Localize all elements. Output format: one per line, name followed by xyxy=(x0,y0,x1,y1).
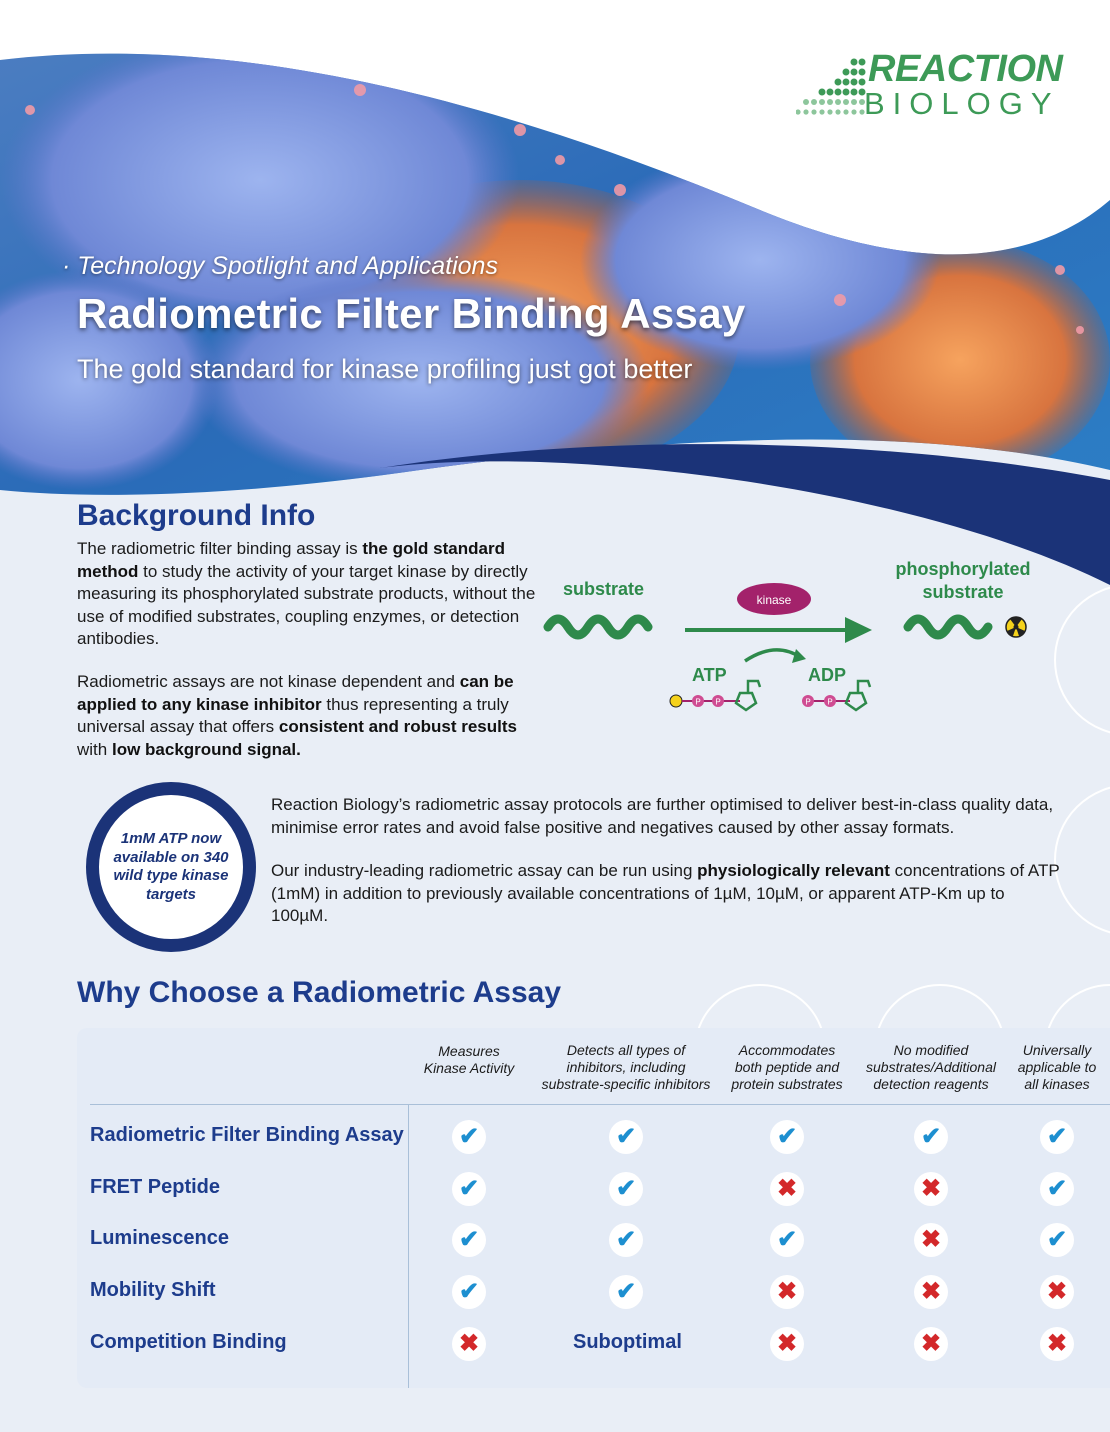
row-label: Luminescence xyxy=(90,1227,229,1249)
text-run: Our industry-leading radiometric assay can be run using xyxy=(271,861,698,880)
check-mark: ✔ xyxy=(776,1226,798,1253)
check-mark: ✔ xyxy=(458,1175,480,1202)
column-header-line: Accommodates xyxy=(738,1042,836,1058)
text-run: thus representing a truly universal assay that offers xyxy=(77,694,509,736)
protocols-paragraph-2 xyxy=(271,860,1061,928)
column-header-line: substrates/Additional xyxy=(866,1059,996,1075)
substrate-label: substrate xyxy=(563,579,645,599)
check-icon xyxy=(452,1120,486,1154)
check-icon xyxy=(770,1120,804,1154)
bold-run: the gold standard method xyxy=(77,539,505,581)
row-label: FRET Peptide xyxy=(90,1176,221,1198)
atp-to-adp-arrow xyxy=(745,650,800,661)
check-icon xyxy=(1040,1172,1074,1206)
cross-mark: ✖ xyxy=(920,1175,942,1202)
check-mark: ✔ xyxy=(1046,1175,1068,1202)
table-header-divider xyxy=(90,1104,1110,1105)
check-mark: ✔ xyxy=(615,1278,637,1305)
page-title: Radiometric Filter Binding Assay xyxy=(77,290,746,337)
check-mark: ✔ xyxy=(1046,1226,1068,1253)
check-icon xyxy=(770,1223,804,1257)
cross-icon xyxy=(1040,1327,1074,1361)
bold-run: consistent and robust results xyxy=(278,717,517,736)
hero-kicker-text: Technology Spotlight and Applications xyxy=(77,252,498,280)
column-header xyxy=(856,1042,1006,1093)
check-mark: ✔ xyxy=(615,1175,637,1202)
check-mark: ✔ xyxy=(615,1226,637,1253)
table-label-divider xyxy=(408,1104,409,1388)
check-mark: ✔ xyxy=(458,1278,480,1305)
kinase-reaction-diagram xyxy=(540,555,1040,725)
row-label: Radiometric Filter Binding Assay xyxy=(90,1124,404,1146)
cross-mark: ✖ xyxy=(776,1175,798,1202)
phosphate-label: P xyxy=(695,697,701,707)
logo-dots-icon xyxy=(796,56,866,118)
column-header-line: all kinases xyxy=(1024,1076,1090,1092)
check-icon xyxy=(609,1275,643,1309)
check-icon xyxy=(1040,1223,1074,1257)
cross-mark: ✖ xyxy=(920,1226,942,1253)
check-icon xyxy=(609,1120,643,1154)
protocols-paragraph-1: Reaction Biology’s radiometric assay protocols are further optimised to deliver best-in-class quality data, minimise error rates and avoid false positive and negatives caused by other assay formats. xyxy=(271,795,1054,837)
cross-icon xyxy=(914,1172,948,1206)
cross-mark: ✖ xyxy=(1046,1278,1068,1305)
hero-kicker: · Technology Spotlight and Applications xyxy=(62,252,498,280)
bold-run: low background signal. xyxy=(111,739,301,759)
adp-molecule-icon xyxy=(802,681,870,710)
check-icon xyxy=(914,1120,948,1154)
column-header-line: protein substrates xyxy=(731,1076,843,1092)
cross-icon xyxy=(452,1327,486,1361)
check-mark: ✔ xyxy=(920,1123,942,1150)
text-run: Radiometric assays are not kinase dependent and xyxy=(77,672,460,691)
cross-icon xyxy=(770,1275,804,1309)
check-mark: ✔ xyxy=(1046,1123,1068,1150)
check-icon xyxy=(609,1172,643,1206)
row-label: Mobility Shift xyxy=(90,1279,216,1301)
cross-icon xyxy=(914,1275,948,1309)
cross-icon xyxy=(914,1327,948,1361)
column-header-line: substrate-specific inhibitors xyxy=(541,1076,711,1092)
column-header-line: Universally xyxy=(1022,1042,1092,1058)
cross-mark: ✖ xyxy=(920,1278,942,1305)
product-label-line1: phosphorylated xyxy=(895,559,1031,579)
logo-text-biology: BIOLOGY xyxy=(864,86,1060,121)
bold-run: physiologically relevant xyxy=(697,861,890,880)
check-mark: ✔ xyxy=(776,1123,798,1150)
column-header-line: Measures xyxy=(438,1043,500,1059)
cross-mark: ✖ xyxy=(776,1278,798,1305)
column-header xyxy=(404,1043,534,1077)
check-mark: ✔ xyxy=(615,1123,637,1150)
atp-availability-badge xyxy=(86,782,256,952)
background-heading: Background Info xyxy=(77,499,316,532)
check-icon xyxy=(609,1223,643,1257)
check-icon xyxy=(452,1223,486,1257)
background-paragraph-2 xyxy=(77,671,522,761)
atp-molecule-icon xyxy=(670,681,760,710)
cross-icon xyxy=(914,1223,948,1257)
cross-icon xyxy=(770,1327,804,1361)
background-paragraph-1 xyxy=(77,538,537,651)
comparison-heading: Why Choose a Radiometric Assay xyxy=(77,976,562,1009)
reaction-arrowhead-icon xyxy=(845,617,872,643)
suboptimal-text: Suboptimal xyxy=(573,1331,682,1353)
column-header-line: No modified xyxy=(893,1042,969,1058)
kinase-label: kinase xyxy=(756,593,792,607)
column-header-line: applicable to xyxy=(1017,1059,1097,1075)
cross-mark: ✖ xyxy=(776,1330,798,1357)
column-header xyxy=(1007,1042,1107,1093)
cross-mark: ✖ xyxy=(1046,1330,1068,1357)
check-icon xyxy=(1040,1120,1074,1154)
cross-mark: ✖ xyxy=(920,1330,942,1357)
phosphate-label: P xyxy=(827,697,833,707)
product-label-line2: substrate xyxy=(922,582,1004,602)
reaction-biology-logo xyxy=(796,48,1066,128)
phosphate-label: P xyxy=(805,697,811,707)
column-header-line: Kinase Activity xyxy=(423,1060,515,1076)
adp-label: ADP xyxy=(808,665,847,685)
bold-run: can be applied to any kinase inhibitor xyxy=(77,672,514,714)
column-header xyxy=(536,1042,716,1093)
text-run: with xyxy=(77,739,112,759)
check-mark: ✔ xyxy=(458,1226,480,1253)
substrate-helix-icon xyxy=(548,619,648,635)
cross-icon xyxy=(770,1172,804,1206)
column-header-line: Detects all types of xyxy=(566,1042,686,1058)
text-run: The radiometric filter binding assay is xyxy=(77,539,363,558)
product-helix-icon xyxy=(908,619,988,635)
column-header-line: both peptide and xyxy=(734,1059,840,1075)
column-header-line: inhibitors, including xyxy=(566,1059,686,1075)
badge-text: 1mM ATP now available on 340 wild type kinase targets xyxy=(113,830,229,903)
column-header xyxy=(722,1042,852,1093)
row-label: Competition Binding xyxy=(90,1331,287,1353)
check-icon xyxy=(452,1275,486,1309)
logo-text-reaction: REACTION xyxy=(868,48,1063,90)
cross-icon xyxy=(1040,1275,1074,1309)
text-run: concentrations of ATP (1mM) in addition to previously available concentrations of 1µM, 10µM, or apparent ATP-Km up to 100µM. xyxy=(271,861,1060,925)
check-icon xyxy=(452,1172,486,1206)
phosphate-label: P xyxy=(715,697,721,707)
cross-mark: ✖ xyxy=(458,1330,480,1357)
page-subtitle: The gold standard for kinase profiling just got better xyxy=(77,354,693,384)
atp-label: ATP xyxy=(692,665,727,685)
check-mark: ✔ xyxy=(458,1123,480,1150)
column-header-line: detection reagents xyxy=(873,1076,989,1092)
text-run: to study the activity of your target kinase by directly measuring its phosphorylated substrate products, without the use of modified substrates, coupling enzymes, or detection antibodies. xyxy=(77,561,536,648)
